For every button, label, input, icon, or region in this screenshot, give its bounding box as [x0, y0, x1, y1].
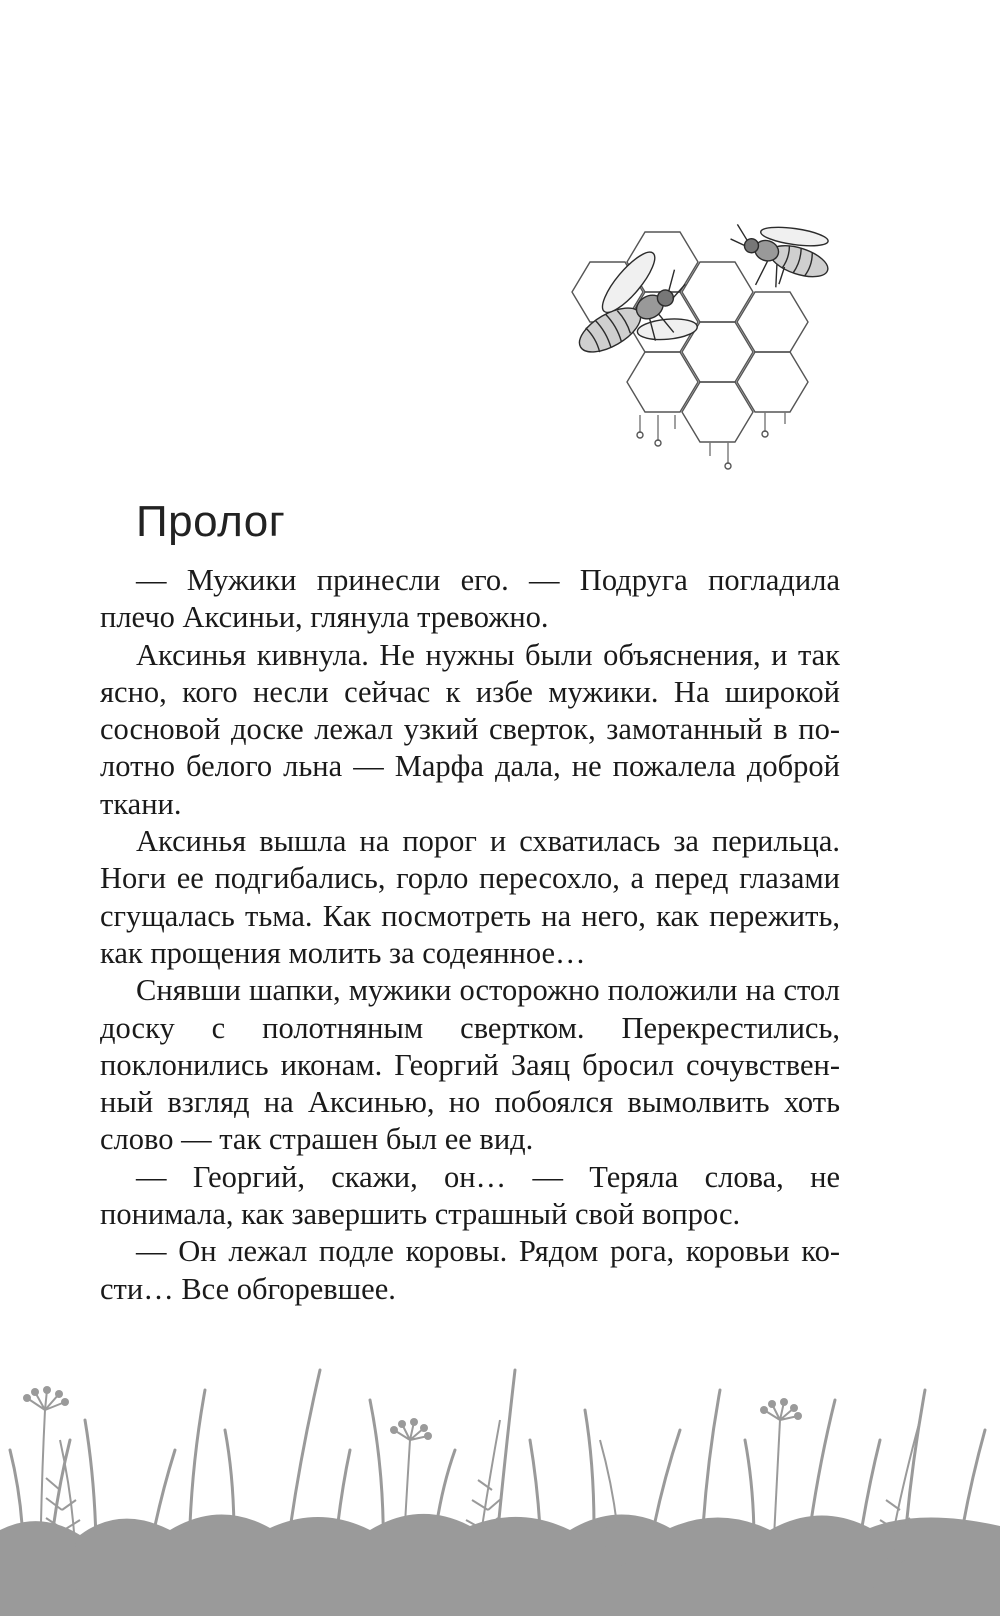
paragraph: Аксинья кивнула. Не нужны были объяснения, и так ясно, кого несли сейчас к избе мужики. На широкой сосновой доске лежал узкий сверток, замотанный в полотно белого льна — Марфа дала, не пожалела доброй ткани. [100, 637, 840, 821]
bees-honeycomb-illustration [570, 220, 840, 470]
meadow-grass-illustration [0, 1330, 1000, 1616]
chapter-title: Пролог [136, 497, 286, 546]
paragraph: — Мужики принесли его. — Подруга погладила плечо Аксиньи, глянула тревожно. [100, 563, 840, 635]
paragraph: — Он лежал подле коровы. Рядом рога, коровьи кости… Все обгоревшее. [100, 1234, 840, 1306]
paragraph: Снявши шапки, мужики осторожно положили на стол доску с полотняным свертком. Перекрестились, поклонились иконам. Георгий Заяц бросил сочувственный взгляд на Аксинью, но побоялся вымолвить хоть слово — так страшен был ее вид. [100, 973, 840, 1157]
honeycomb-icon [572, 232, 808, 469]
paragraph: — Георгий, скажи, он… — Теряла слова, не понимала, как завершить страшный свой вопрос. [100, 1159, 840, 1232]
paragraph: Аксинья вышла на порог и схватилась за перильца. Ноги ее подгибались, горло пересохло, а перед глазами сгущалась тьма. Как посмотреть на него, как пережить, как прощения молить за содеянное… [100, 824, 840, 970]
bee-icon [570, 237, 711, 390]
prose-text [100, 562, 840, 1308]
